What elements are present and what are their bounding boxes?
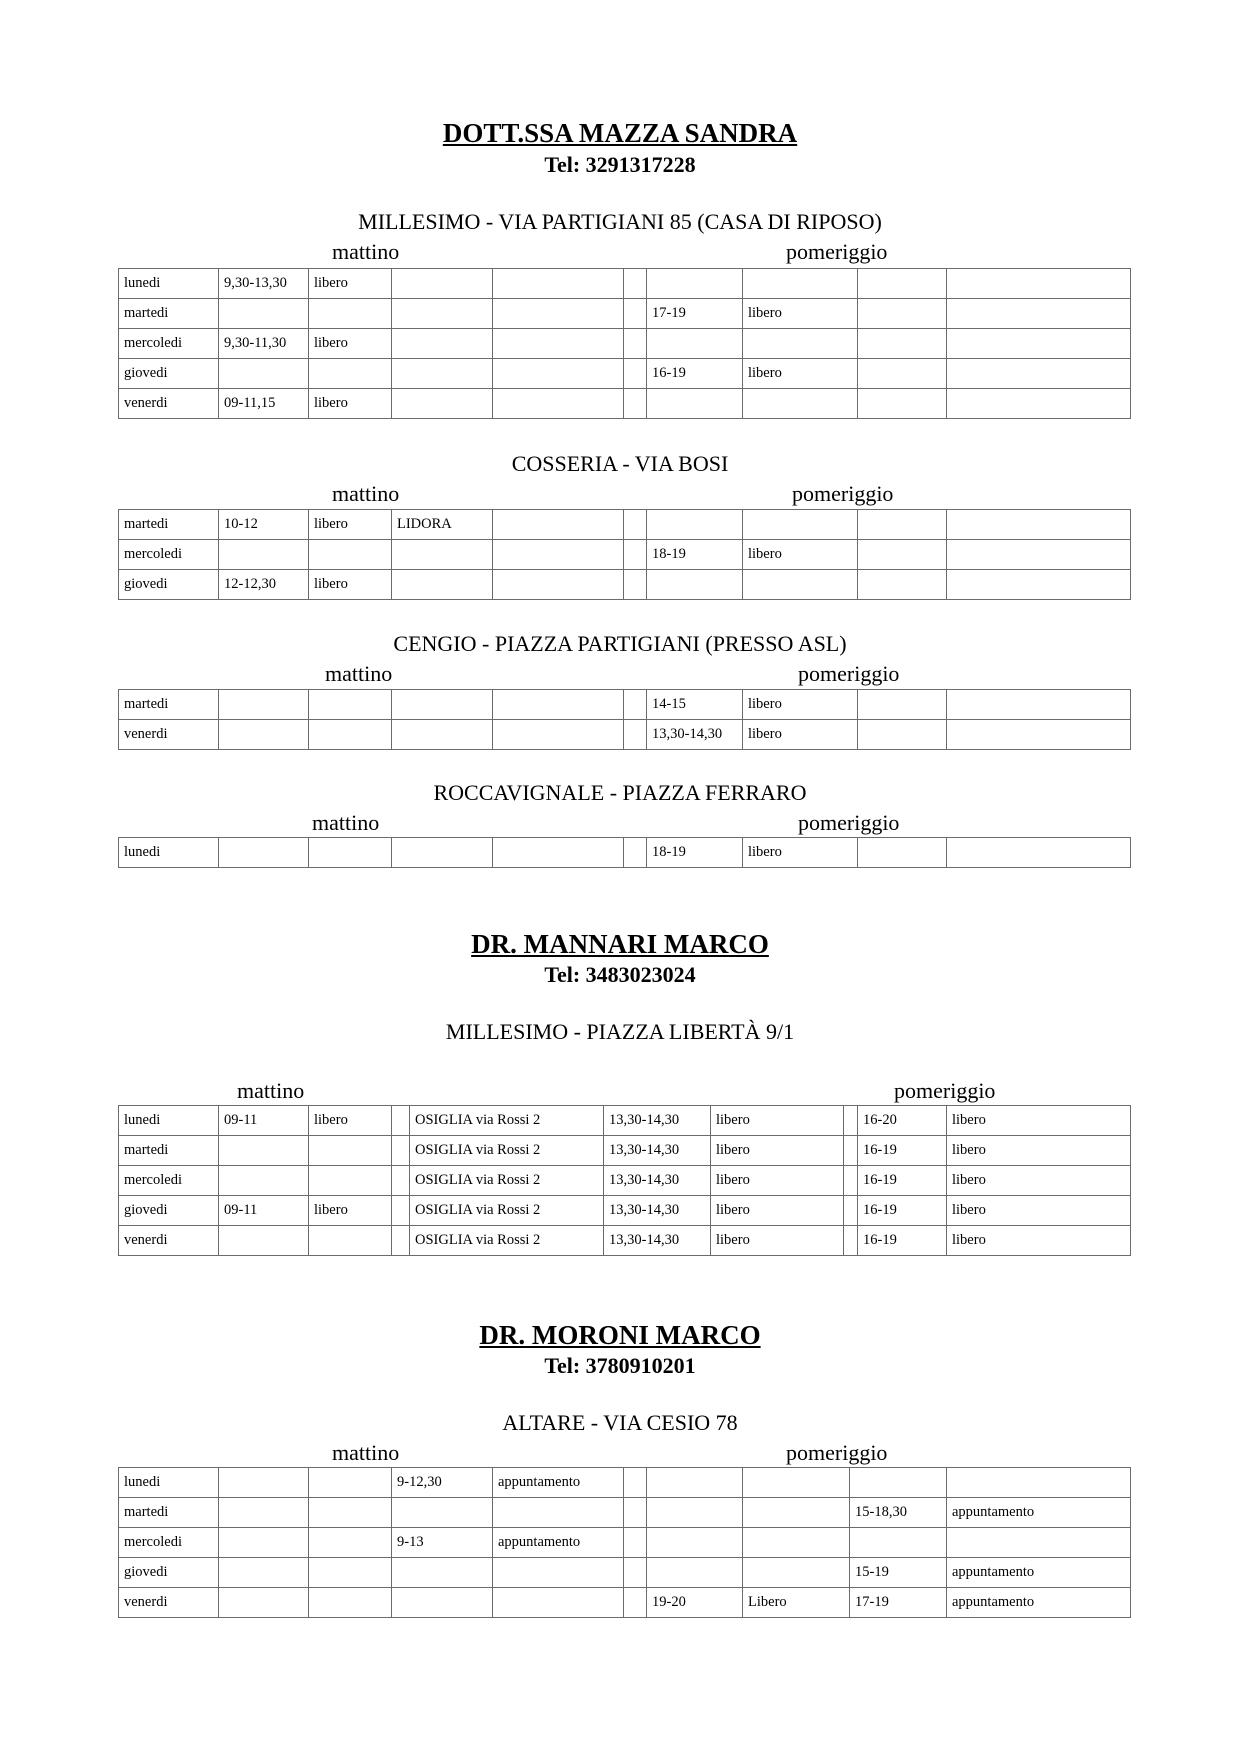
schedule-cell — [219, 1136, 309, 1166]
schedule-cell — [219, 359, 309, 389]
schedule-cell — [858, 269, 947, 299]
table-row — [119, 690, 1131, 720]
schedule-cell — [493, 299, 624, 329]
schedule-cell — [493, 1588, 624, 1618]
schedule-cell: 09-11 — [219, 1106, 309, 1136]
schedule-cell: 10-12 — [219, 510, 309, 540]
schedule-cell: OSIGLIA via Rossi 2 — [410, 1106, 604, 1136]
schedule-cell: OSIGLIA via Rossi 2 — [410, 1136, 604, 1166]
schedule-cell — [624, 359, 647, 389]
morning-label: mattino — [332, 1440, 400, 1465]
schedule-cell — [493, 329, 624, 359]
schedule-cell — [392, 838, 493, 868]
schedule-cell — [947, 269, 1131, 299]
schedule-cell — [844, 1196, 858, 1226]
schedule-cell — [624, 1528, 647, 1558]
table-row — [119, 838, 1131, 868]
schedule-cell: 18-19 — [647, 838, 743, 868]
schedule-cell: 13,30-14,30 — [604, 1226, 711, 1256]
location-title: ALTARE - VIA CESIO 78 — [502, 1410, 738, 1435]
schedule-cell — [493, 720, 624, 750]
schedule-cell: 16-19 — [858, 1166, 947, 1196]
schedule-cell — [309, 1528, 392, 1558]
schedule-cell — [947, 389, 1131, 419]
schedule-cell: libero — [743, 720, 858, 750]
schedule-cell: 17-19 — [647, 299, 743, 329]
schedule-table — [118, 1105, 1131, 1256]
location-title: MILLESIMO - PIAZZA LIBERTÀ 9/1 — [445, 1019, 795, 1044]
schedule-cell — [624, 570, 647, 600]
schedule-cell — [309, 1588, 392, 1618]
schedule-cell — [219, 1558, 309, 1588]
schedule-cell: libero — [947, 1196, 1131, 1226]
schedule-cell: 15-18,30 — [850, 1498, 947, 1528]
table-row — [119, 389, 1131, 419]
schedule-cell: libero — [743, 690, 858, 720]
schedule-cell — [844, 1106, 858, 1136]
schedule-cell — [392, 570, 493, 600]
schedule-cell: libero — [309, 1106, 392, 1136]
schedule-cell — [647, 269, 743, 299]
schedule-cell — [947, 720, 1131, 750]
schedule-cell — [743, 570, 858, 600]
table-row — [119, 1528, 1131, 1558]
schedule-cell — [493, 690, 624, 720]
schedule-cell — [743, 1498, 850, 1528]
schedule-cell — [392, 269, 493, 299]
schedule-cell: libero — [947, 1106, 1131, 1136]
location-title: COSSERIA - VIA BOSI — [511, 451, 729, 476]
schedule-cell — [624, 1468, 647, 1498]
schedule-table — [118, 837, 1131, 868]
day-cell: lunedi — [119, 1106, 219, 1136]
schedule-cell — [647, 1558, 743, 1588]
schedule-cell: OSIGLIA via Rossi 2 — [410, 1196, 604, 1226]
schedule-cell — [947, 838, 1131, 868]
day-cell: lunedi — [119, 838, 219, 868]
schedule-cell — [647, 389, 743, 419]
schedule-cell: libero — [947, 1166, 1131, 1196]
schedule-cell — [743, 1468, 850, 1498]
afternoon-label: pomeriggio — [786, 239, 888, 264]
schedule-cell — [392, 299, 493, 329]
morning-label: mattino — [312, 810, 380, 835]
afternoon-label: pomeriggio — [894, 1078, 996, 1103]
schedule-cell — [392, 1588, 493, 1618]
schedule-cell — [309, 1468, 392, 1498]
schedule-cell — [392, 690, 493, 720]
schedule-cell: libero — [743, 838, 858, 868]
schedule-cell: libero — [743, 359, 858, 389]
schedule-cell — [309, 299, 392, 329]
schedule-cell — [947, 510, 1131, 540]
schedule-cell: 16-19 — [858, 1226, 947, 1256]
schedule-cell — [947, 329, 1131, 359]
schedule-cell — [647, 1528, 743, 1558]
schedule-cell — [392, 720, 493, 750]
schedule-cell — [219, 1498, 309, 1528]
schedule-cell — [647, 1468, 743, 1498]
afternoon-label: pomeriggio — [798, 661, 900, 686]
day-cell: mercoledi — [119, 1166, 219, 1196]
schedule-cell — [647, 510, 743, 540]
schedule-cell: 18-19 — [647, 540, 743, 570]
schedule-cell — [624, 299, 647, 329]
schedule-cell — [858, 389, 947, 419]
schedule-table — [118, 509, 1131, 600]
schedule-cell: 13,30-14,30 — [647, 720, 743, 750]
doctor-name: DOTT.SSA MAZZA SANDRA — [442, 118, 798, 148]
table-row — [119, 299, 1131, 329]
day-cell: venerdi — [119, 1588, 219, 1618]
schedule-cell — [624, 269, 647, 299]
schedule-cell: 9-13 — [392, 1528, 493, 1558]
schedule-cell: appuntamento — [947, 1558, 1131, 1588]
schedule-cell — [858, 510, 947, 540]
schedule-cell — [392, 329, 493, 359]
schedule-cell: Libero — [743, 1588, 850, 1618]
schedule-cell — [647, 329, 743, 359]
schedule-cell: 16-19 — [858, 1136, 947, 1166]
schedule-cell — [392, 1166, 410, 1196]
table-row — [119, 329, 1131, 359]
schedule-cell: libero — [711, 1196, 844, 1226]
schedule-cell — [309, 359, 392, 389]
schedule-cell — [493, 540, 624, 570]
schedule-cell — [947, 299, 1131, 329]
schedule-cell — [624, 329, 647, 359]
schedule-cell — [219, 1588, 309, 1618]
afternoon-label: pomeriggio — [792, 481, 894, 506]
schedule-cell — [309, 1166, 392, 1196]
schedule-cell: 09-11 — [219, 1196, 309, 1226]
schedule-cell: 16-19 — [858, 1196, 947, 1226]
schedule-cell — [743, 1558, 850, 1588]
location-title: ROCCAVIGNALE - PIAZZA FERRARO — [433, 780, 807, 805]
day-cell: martedi — [119, 299, 219, 329]
schedule-table — [118, 1467, 1131, 1618]
table-row — [119, 1106, 1131, 1136]
day-cell: lunedi — [119, 1468, 219, 1498]
morning-label: mattino — [332, 481, 400, 506]
schedule-cell: libero — [711, 1136, 844, 1166]
schedule-cell — [743, 389, 858, 419]
schedule-cell — [392, 1558, 493, 1588]
schedule-cell — [493, 570, 624, 600]
table-row — [119, 269, 1131, 299]
afternoon-label: pomeriggio — [786, 1440, 888, 1465]
doctor-phone: Tel: 3483023024 — [544, 962, 696, 987]
schedule-cell — [493, 510, 624, 540]
schedule-cell — [647, 1498, 743, 1528]
schedule-cell — [392, 1106, 410, 1136]
schedule-cell — [309, 1558, 392, 1588]
schedule-cell — [743, 1528, 850, 1558]
schedule-cell — [947, 359, 1131, 389]
day-cell: martedi — [119, 690, 219, 720]
day-cell: martedi — [119, 1498, 219, 1528]
schedule-cell — [309, 1136, 392, 1166]
schedule-cell — [219, 540, 309, 570]
schedule-cell: OSIGLIA via Rossi 2 — [410, 1166, 604, 1196]
table-row — [119, 1166, 1131, 1196]
morning-label: mattino — [332, 239, 400, 264]
schedule-cell: libero — [711, 1166, 844, 1196]
table-row — [119, 1226, 1131, 1256]
schedule-cell: libero — [309, 269, 392, 299]
schedule-cell — [219, 299, 309, 329]
schedule-cell — [493, 359, 624, 389]
schedule-cell — [858, 359, 947, 389]
day-cell: venerdi — [119, 389, 219, 419]
schedule-cell: 9-12,30 — [392, 1468, 493, 1498]
schedule-cell — [219, 720, 309, 750]
schedule-cell — [858, 570, 947, 600]
schedule-cell — [858, 720, 947, 750]
table-row — [119, 1498, 1131, 1528]
day-cell: mercoledi — [119, 1528, 219, 1558]
schedule-cell — [493, 269, 624, 299]
schedule-cell — [858, 690, 947, 720]
schedule-cell — [858, 299, 947, 329]
day-cell: martedi — [119, 1136, 219, 1166]
schedule-cell: appuntamento — [493, 1468, 624, 1498]
schedule-cell: 09-11,15 — [219, 389, 309, 419]
schedule-cell — [309, 1226, 392, 1256]
schedule-cell — [624, 1588, 647, 1618]
schedule-cell — [743, 329, 858, 359]
schedule-cell — [647, 570, 743, 600]
schedule-cell: 14-15 — [647, 690, 743, 720]
schedule-cell: appuntamento — [947, 1588, 1131, 1618]
morning-label: mattino — [237, 1078, 305, 1103]
table-row — [119, 1588, 1131, 1618]
schedule-cell: 17-19 — [850, 1588, 947, 1618]
schedule-cell — [624, 838, 647, 868]
schedule-cell: 13,30-14,30 — [604, 1196, 711, 1226]
schedule-cell — [219, 690, 309, 720]
schedule-cell — [844, 1226, 858, 1256]
schedule-cell — [624, 1498, 647, 1528]
schedule-cell — [219, 1528, 309, 1558]
schedule-cell: libero — [947, 1136, 1131, 1166]
day-cell: lunedi — [119, 269, 219, 299]
schedule-cell — [624, 720, 647, 750]
location-title: MILLESIMO - VIA PARTIGIANI 85 (CASA DI RIPOSO) — [358, 209, 882, 234]
schedule-cell — [743, 510, 858, 540]
day-cell: giovedi — [119, 1196, 219, 1226]
schedule-cell — [219, 1166, 309, 1196]
schedule-cell: 12-12,30 — [219, 570, 309, 600]
schedule-cell — [947, 1468, 1131, 1498]
schedule-cell — [858, 540, 947, 570]
table-row — [119, 1196, 1131, 1226]
schedule-table — [118, 689, 1131, 750]
table-row — [119, 510, 1131, 540]
schedule-cell: 16-19 — [647, 359, 743, 389]
table-row — [119, 720, 1131, 750]
schedule-cell — [844, 1136, 858, 1166]
schedule-cell: 15-19 — [850, 1558, 947, 1588]
table-row — [119, 1558, 1131, 1588]
schedule-cell: libero — [743, 299, 858, 329]
schedule-cell — [219, 1468, 309, 1498]
schedule-cell: 13,30-14,30 — [604, 1106, 711, 1136]
schedule-cell: libero — [309, 329, 392, 359]
schedule-cell — [219, 838, 309, 868]
schedule-cell: libero — [711, 1226, 844, 1256]
table-row — [119, 1468, 1131, 1498]
afternoon-label: pomeriggio — [798, 810, 900, 835]
schedule-cell — [392, 359, 493, 389]
doctor-phone: Tel: 3780910201 — [544, 1353, 696, 1378]
schedule-cell: appuntamento — [947, 1498, 1131, 1528]
schedule-cell — [844, 1166, 858, 1196]
schedule-cell: libero — [309, 389, 392, 419]
schedule-cell — [493, 389, 624, 419]
table-row — [119, 540, 1131, 570]
schedule-cell: libero — [947, 1226, 1131, 1256]
table-row — [119, 570, 1131, 600]
schedule-cell: 13,30-14,30 — [604, 1166, 711, 1196]
table-row — [119, 359, 1131, 389]
schedule-cell — [850, 1528, 947, 1558]
schedule-cell — [392, 1136, 410, 1166]
schedule-cell — [309, 1498, 392, 1528]
schedule-cell — [309, 838, 392, 868]
schedule-cell — [392, 540, 493, 570]
day-cell: martedi — [119, 510, 219, 540]
schedule-cell — [624, 389, 647, 419]
schedule-cell — [392, 1196, 410, 1226]
schedule-cell: 9,30-13,30 — [219, 269, 309, 299]
schedule-cell — [743, 269, 858, 299]
schedule-cell: 9,30-11,30 — [219, 329, 309, 359]
schedule-cell — [309, 540, 392, 570]
doctor-phone: Tel: 3291317228 — [544, 152, 696, 177]
schedule-cell: 13,30-14,30 — [604, 1136, 711, 1166]
day-cell: giovedi — [119, 359, 219, 389]
schedule-table — [118, 268, 1131, 419]
schedule-cell — [392, 389, 493, 419]
schedule-cell: 19-20 — [647, 1588, 743, 1618]
morning-label: mattino — [325, 661, 393, 686]
schedule-cell — [309, 720, 392, 750]
table-row — [119, 1136, 1131, 1166]
schedule-cell — [947, 1528, 1131, 1558]
schedule-cell — [624, 690, 647, 720]
schedule-cell — [624, 1558, 647, 1588]
schedule-cell — [947, 570, 1131, 600]
schedule-cell — [624, 540, 647, 570]
day-cell: giovedi — [119, 570, 219, 600]
schedule-cell — [493, 1498, 624, 1528]
schedule-cell — [309, 690, 392, 720]
schedule-cell — [947, 690, 1131, 720]
day-cell: venerdi — [119, 720, 219, 750]
day-cell: mercoledi — [119, 329, 219, 359]
day-cell: giovedi — [119, 1558, 219, 1588]
schedule-cell: 16-20 — [858, 1106, 947, 1136]
schedule-cell — [392, 1226, 410, 1256]
doctor-name: DR. MORONI MARCO — [479, 1320, 761, 1350]
doctor-name: DR. MANNARI MARCO — [471, 929, 769, 959]
schedule-cell: libero — [309, 570, 392, 600]
schedule-cell: libero — [309, 1196, 392, 1226]
schedule-cell: appuntamento — [493, 1528, 624, 1558]
schedule-cell: libero — [309, 510, 392, 540]
schedule-cell — [493, 1558, 624, 1588]
schedule-cell — [858, 838, 947, 868]
schedule-cell — [493, 838, 624, 868]
schedule-cell: LIDORA — [392, 510, 493, 540]
schedule-cell — [858, 329, 947, 359]
schedule-cell — [392, 1498, 493, 1528]
schedule-cell: libero — [711, 1106, 844, 1136]
schedule-cell: libero — [743, 540, 858, 570]
schedule-cell: OSIGLIA via Rossi 2 — [410, 1226, 604, 1256]
schedule-cell — [947, 540, 1131, 570]
schedule-cell — [624, 510, 647, 540]
schedule-cell — [850, 1468, 947, 1498]
location-title: CENGIO - PIAZZA PARTIGIANI (PRESSO ASL) — [393, 631, 847, 656]
schedule-cell — [219, 1226, 309, 1256]
day-cell: venerdi — [119, 1226, 219, 1256]
day-cell: mercoledi — [119, 540, 219, 570]
